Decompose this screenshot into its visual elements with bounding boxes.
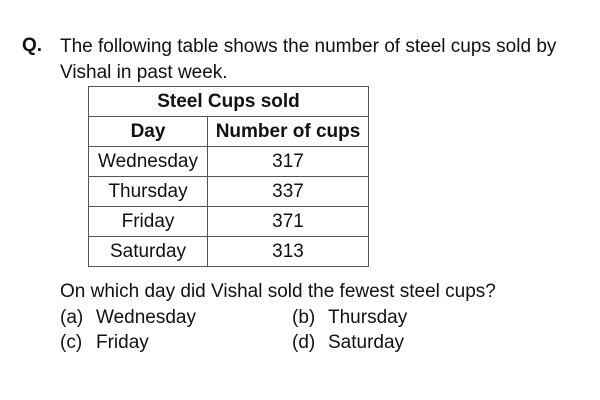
question-text-line-2: Vishal in past week. bbox=[60, 62, 228, 83]
question-text bbox=[60, 34, 590, 86]
table-row bbox=[89, 237, 369, 267]
cups-cell: 317 bbox=[208, 147, 369, 177]
steel-cups-table bbox=[88, 86, 369, 267]
option-b[interactable] bbox=[292, 305, 524, 330]
table-header-row bbox=[89, 117, 369, 147]
option-key: (c) bbox=[60, 332, 83, 353]
cups-cell: 371 bbox=[208, 207, 369, 237]
day-cell: Saturday bbox=[89, 237, 208, 267]
column-header-number-of-cups: Number of cups bbox=[208, 117, 369, 147]
question-number: Q. bbox=[22, 35, 43, 56]
question-text-line-1: The following table shows the number of steel cups sold by bbox=[60, 36, 557, 57]
option-text: Wednesday bbox=[96, 307, 196, 328]
options-row bbox=[60, 330, 540, 355]
option-d[interactable] bbox=[292, 330, 524, 355]
table-title: Steel Cups sold bbox=[89, 87, 369, 117]
table-row bbox=[89, 207, 369, 237]
option-c[interactable] bbox=[60, 330, 292, 355]
table-row bbox=[89, 147, 369, 177]
options-row bbox=[60, 305, 540, 330]
table-row bbox=[89, 177, 369, 207]
cups-cell: 313 bbox=[208, 237, 369, 267]
day-cell: Friday bbox=[89, 207, 208, 237]
answer-options bbox=[60, 305, 540, 355]
table-title-row bbox=[89, 87, 369, 117]
question-prompt: On which day did Vishal sold the fewest steel cups? bbox=[60, 281, 496, 302]
column-header-day: Day bbox=[89, 117, 208, 147]
option-text: Thursday bbox=[328, 307, 408, 328]
day-cell: Thursday bbox=[89, 177, 208, 207]
option-text: Friday bbox=[96, 332, 149, 353]
option-key: (d) bbox=[292, 332, 316, 353]
day-cell: Wednesday bbox=[89, 147, 208, 177]
cups-cell: 337 bbox=[208, 177, 369, 207]
option-a[interactable] bbox=[60, 305, 292, 330]
option-text: Saturday bbox=[328, 332, 405, 353]
option-key: (a) bbox=[60, 307, 84, 328]
option-key: (b) bbox=[292, 307, 316, 328]
